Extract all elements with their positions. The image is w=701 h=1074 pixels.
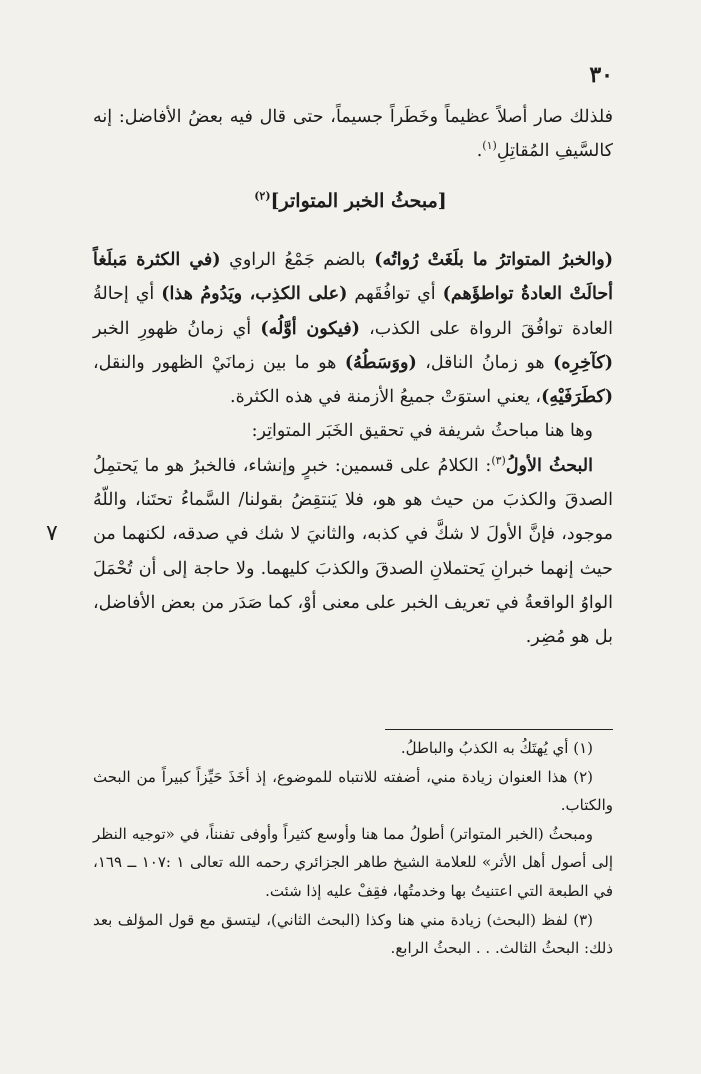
- matn-1: (والخبرُ المتواترُ ما بلَغَتْ رُواتُه): [374, 250, 614, 270]
- sharh-7: ، يعني استوَتْ جميعُ الأزمنة في هذه الكثرة.: [230, 387, 542, 408]
- sharh-1: بالضم جَمْعُ الراوي: [220, 250, 375, 270]
- footnote-divider: [385, 729, 613, 730]
- opening-paragraph: [93, 100, 613, 168]
- footnotes: [93, 734, 613, 963]
- footnote-ref-1: (١): [482, 139, 497, 153]
- matn-6: (ووَسَطُهُ): [344, 352, 417, 373]
- para1-text: فلذلك صار أصلاً عظيماً وخَطَراً جسيماً، حتى قال فيه بعضُ الأفاضل: إنه كالسَّيفِ المُقاتِلِ: [93, 107, 613, 161]
- sharh-3: أي إحالةُ العادة توافُقَ الرواة على الكذب،: [93, 284, 613, 339]
- section-heading: [0, 190, 701, 212]
- definition-paragraph: [93, 243, 613, 414]
- intro-line: وها هنا مباحثُ شريفة في تحقيق الخَبَر المتواتِر:: [251, 421, 593, 442]
- matn-3: (على الكذِب، ويَدُومُ هذا): [161, 284, 348, 305]
- footnote-2-continued: ومبحثُ (الخبر المتواتر) أطولُ مما هنا وأوسع كثيراً وأوفى تفنناً، في «توجيه النظر إلى أصول أهل الأثر» للعلامة الشيخ طاهر الجزائري رحمه الله تعالى ١ :١٠٧ ــ ١٦٩، في الطبعة التي اعتنيتُ بها وخدمتُها، فقِفْ عليه إذا شئت.: [93, 824, 614, 900]
- margin-page-marker: ٧: [46, 521, 58, 546]
- para1-end: .: [476, 141, 483, 161]
- first-discussion-title: البحثُ الأولُ: [505, 455, 593, 476]
- sharh-4: أي زمانُ ظهورِ الخبر: [93, 318, 261, 339]
- matn-7: (كطَرَفَيْهِ): [541, 387, 613, 408]
- matn-2: (في الكثرة مَبلَغاً أحالَتْ العادةُ تواطؤَهم): [93, 250, 613, 305]
- first-discussion-text: : الكلامُ على قسمين: خبرٍ وإنشاء، فالخبرُ هو ما يَحتمِلُ الصدقَ والكذبَ من حيث هو هو، فلا يَنتقِضُ بقولنا/ السَّماءُ تحتَنا، واللّهُ موجود، فإنَّ الأولَ لا شكَّ في كذبه، والثانيَ لا شك في صدقه، لكنهما من حيث إنهما خبرانِ يَحتملانِ الصدقَ والكذبَ كليهما. ولا حاجة إلى أن تُحْمَلَ الواوُ الواقعةُ في تعريف الخبر على معنى أوْ، كما صَدَر من بعض الأفاضل، بل هو مُضِر.: [93, 455, 613, 648]
- heading-text: [مبحثُ الخبر المتواتر]: [270, 190, 447, 212]
- sharh-5: هو زمانُ الناقل،: [416, 352, 554, 373]
- matn-5: (كآخِرِه): [553, 352, 613, 373]
- footnote-ref-2: (٢): [254, 189, 271, 203]
- main-text: [93, 243, 613, 655]
- sharh-2: أي توافُقَهم: [347, 284, 443, 305]
- footnote-ref-3: (٣): [491, 453, 506, 467]
- footnote-1: (١) أي يُهتَكُ به الكذبُ والباطلُ.: [400, 739, 593, 757]
- page-number: ٣٠: [589, 62, 613, 88]
- first-discussion-paragraph: [93, 449, 613, 655]
- footnote-3: (٣) لفظ (البحث) زيادة مني هنا وكذا (البحث الثاني)، ليتسق مع قول المؤلف بعد ذلك: البحثُ الثالث. . . البحثُ الرابع.: [93, 910, 613, 958]
- matn-4: (فيكون أوَّلُه): [260, 318, 360, 339]
- footnote-2: (٢) هذا العنوان زيادة مني، أضفته للانتباه للموضوع، إذ أخَذَ حَيِّزاً كبيراً من البحث والكتاب.: [93, 767, 613, 815]
- sharh-6: هو ما بين زمانَيْ الظهور والنقل،: [93, 352, 345, 373]
